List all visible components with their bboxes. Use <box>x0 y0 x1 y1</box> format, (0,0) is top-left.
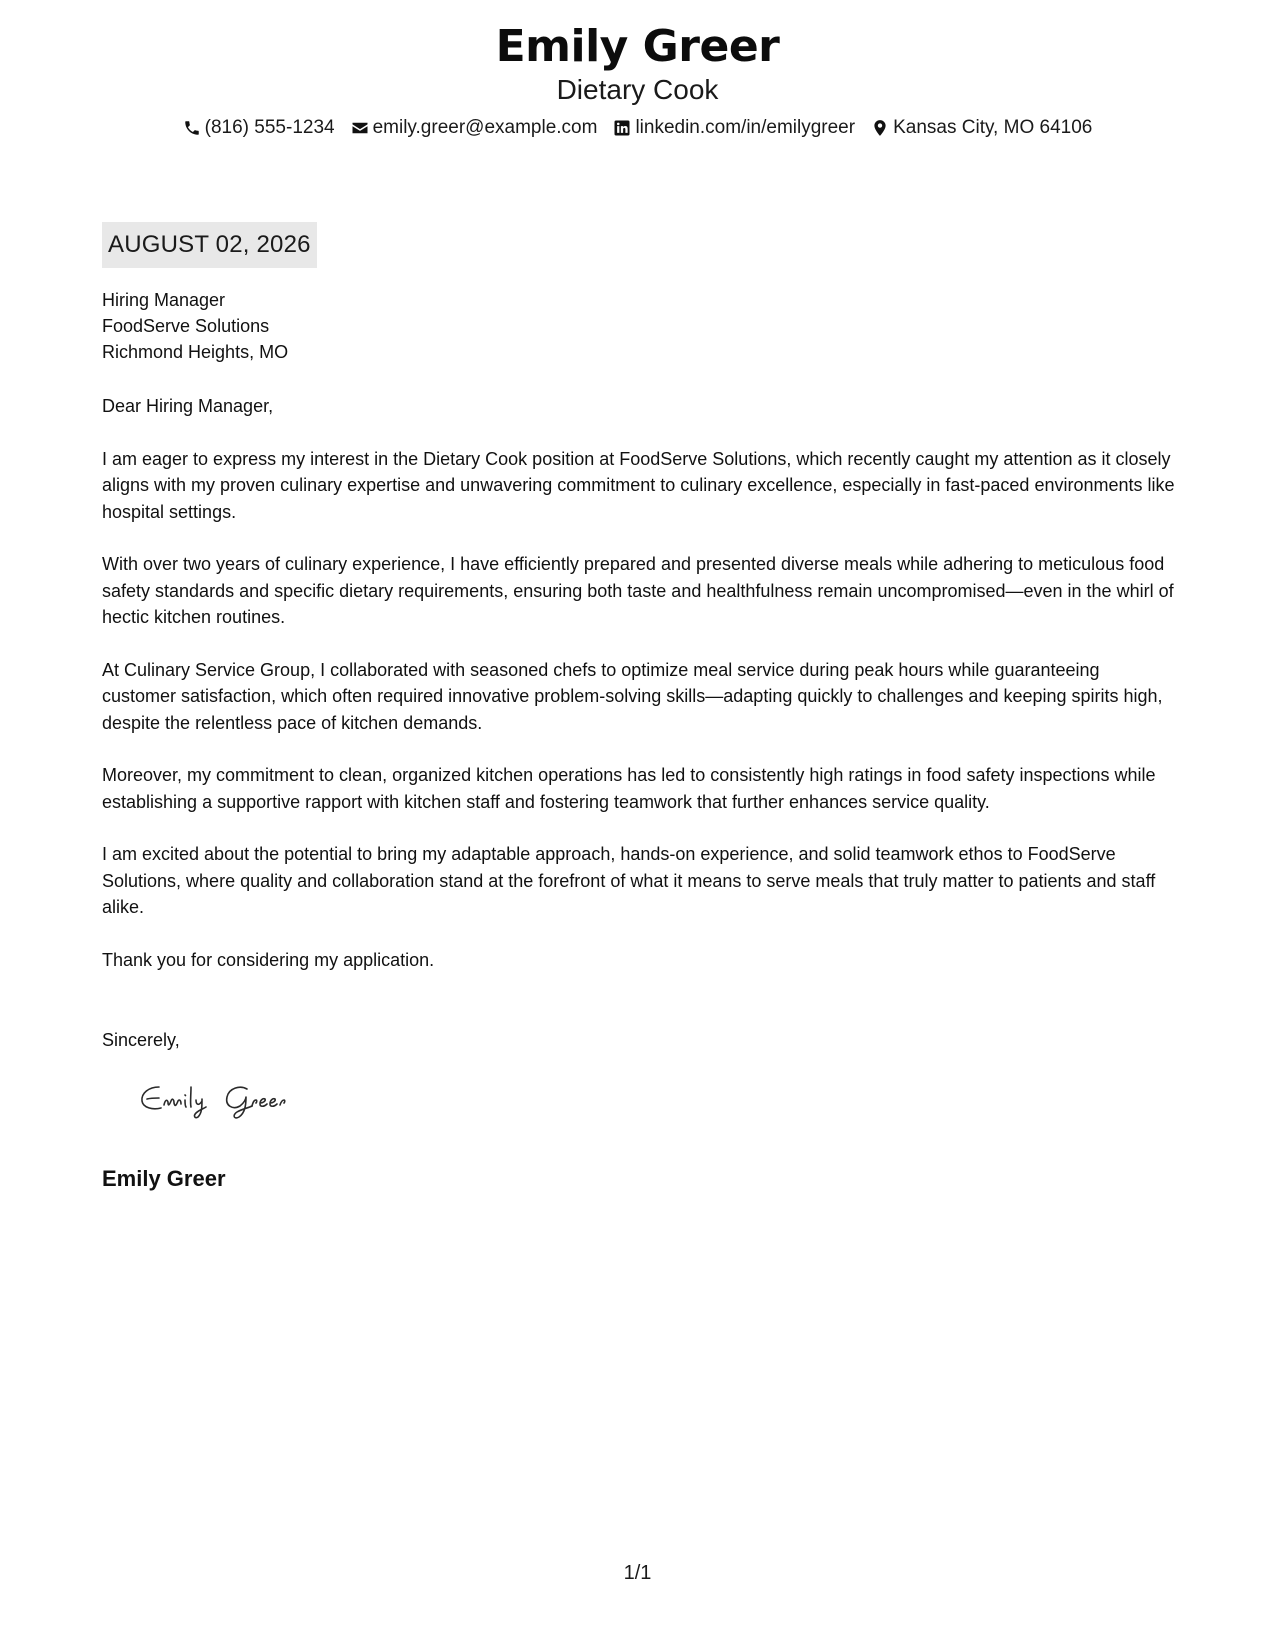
letter-header <box>0 20 1275 140</box>
location-text: Kansas City, MO 64106 <box>893 117 1093 138</box>
closing-thanks: Thank you for considering my application. <box>102 949 435 970</box>
letter-body <box>102 393 1177 999</box>
body-paragraph: At Culinary Service Group, I collaborated with seasoned chefs to optimize meal service during peak hours while guaranteeing customer satisfaction, which often required innovative problem-solving skills—adapting quickly to challenges and keeping spirits high, despite the relentless pace of kitchen demands. <box>102 659 1163 733</box>
page-number: 1/1 <box>623 1562 652 1584</box>
applicant-name: Emily Greer <box>495 21 780 72</box>
recipient-company: FoodServe Solutions <box>102 316 270 336</box>
body-paragraph: I am eager to express my interest in the Dietary Cook position at FoodServe Solutions, which recently caught my attention as it closely aligns with my proven culinary expertise and unwavering commitment to culinary excellence, especially in fast-paced environments like hospital settings. <box>102 448 1175 522</box>
phone-text: (816) 555-1234 <box>204 117 335 138</box>
phone-icon <box>183 119 201 137</box>
map-pin-icon <box>871 119 889 137</box>
handwritten-signature <box>135 1075 345 1125</box>
salutation: Dear Hiring Manager, <box>102 396 274 416</box>
body-paragraph: I am excited about the potential to bring my adaptable approach, hands-on experience, and solid teamwork ethos to FoodServe Solutions, where quality and collaboration stand at the forefront of what it means to serve meals that truly matter to patients and staff alike. <box>102 844 1156 917</box>
recipient-title: Hiring Manager <box>102 290 226 310</box>
contact-phone <box>183 116 335 140</box>
contact-bar <box>0 116 1275 140</box>
envelope-icon <box>351 119 369 137</box>
job-title: Dietary Cook <box>556 74 719 105</box>
linkedin-icon <box>613 119 631 137</box>
contact-location <box>871 116 1092 140</box>
body-paragraph: With over two years of culinary experience, I have efficiently prepared and presented diverse meals while adhering to meticulous food safety standards and specific dietary requirements, ensuring both taste and healthfulness remain uncompromised—even in the whirl of hectic kitchen routines. <box>102 554 1174 627</box>
letter-date: AUGUST 02, 2026 <box>102 222 317 268</box>
linkedin-text: linkedin.com/in/emilygreer <box>635 117 856 138</box>
email-text: emily.greer@example.com <box>372 117 598 138</box>
contact-linkedin <box>613 116 855 140</box>
body-paragraph: Moreover, my commitment to clean, organized kitchen operations has led to consistently high ratings in food safety inspections while establishing a supportive rapport with kitchen staff and fostering teamwork that further enhances service quality. <box>102 765 1156 812</box>
recipient-location: Richmond Heights, MO <box>102 342 289 362</box>
signer-name: Emily Greer <box>102 1166 226 1191</box>
contact-email <box>351 116 598 140</box>
recipient-block <box>102 287 288 365</box>
closing: Sincerely, <box>102 1030 180 1050</box>
